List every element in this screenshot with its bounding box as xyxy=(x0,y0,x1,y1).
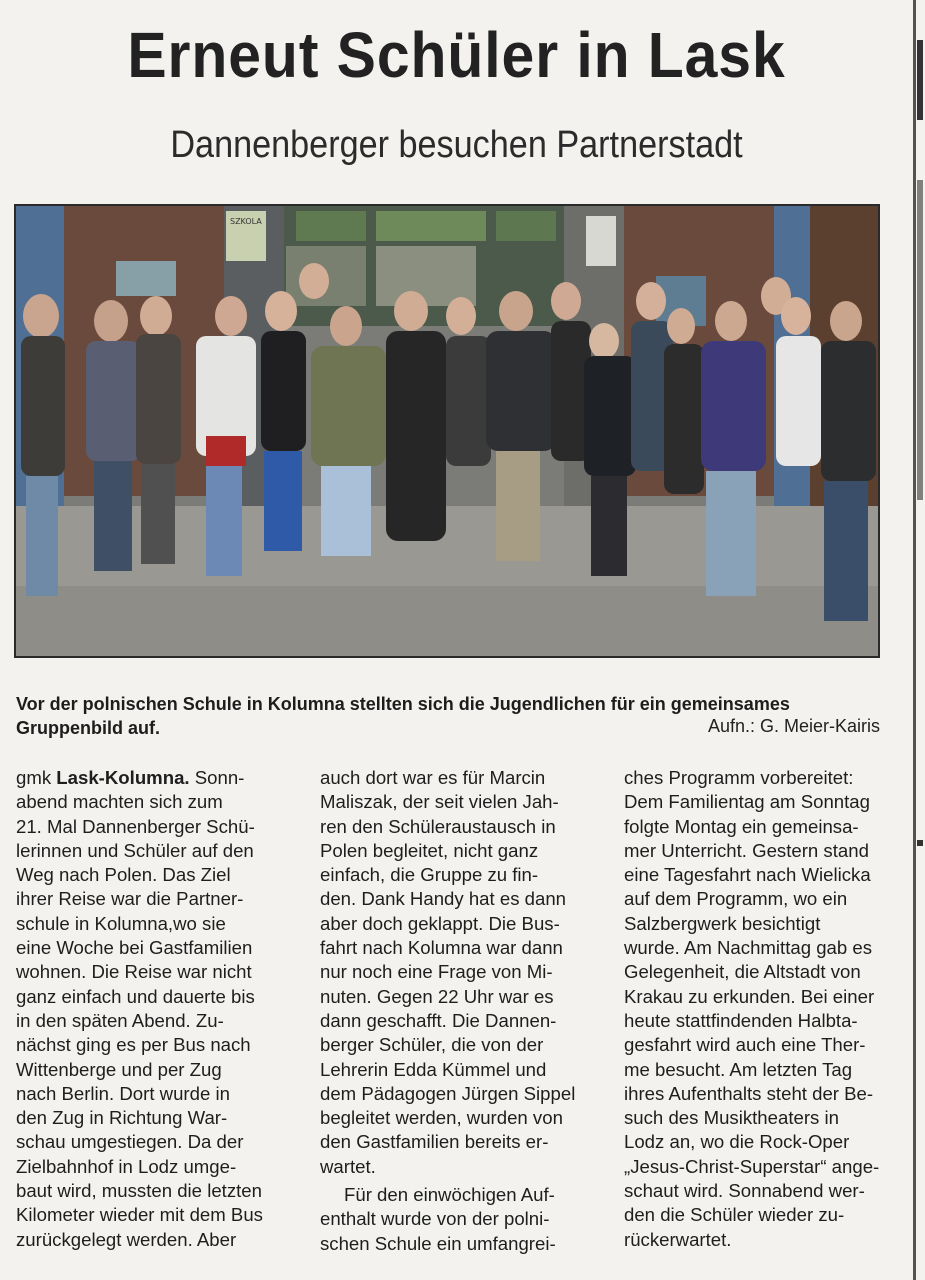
group-photo xyxy=(14,204,880,658)
group-photo-image xyxy=(16,206,878,656)
article-column-3 xyxy=(624,766,916,1252)
subheadline: Dannenberger besuchen Partnerstadt xyxy=(170,124,743,166)
edge-marking xyxy=(917,180,923,500)
photo-caption: Vor der polnischen Schule in Kolumna stellten sich die Jugendlichen für ein gemeinsames Gruppenbild auf. xyxy=(16,694,790,738)
photo-credit: Aufn.: G. Meier-Kairis xyxy=(707,716,880,736)
dateline: Lask-Kolumna. xyxy=(56,767,190,788)
article-column-2 xyxy=(320,766,612,1256)
column-2-text: auch dort war es für Marcin Maliszak, der seit vielen Jah- ren den Schüleraustausch in Polen begleitet, nicht ganz einfach, die Gruppe zu fin- den. Dank Handy hat es dann aber doch geklappt. Die Bus- fahrt nach Kolumna war dann nur noch eine Frage von Mi- nuten. Gegen 22 Uhr war es dann geschafft. Die Dannen- berger Schüler, die von der Lehrerin Edda Kümmel und dem Pädagogen Jürgen Sippel begleitet werden, wurden von den Gastfamilien bereits er- wartet. xyxy=(320,767,576,1177)
column-1-text: Sonn- abend machten sich zum 21. Mal Dannenberger Schü- lerinnen und Schüler auf den Weg nach Polen. Das Ziel ihrer Reise war die Partner- schule in Kolumna,wo sie eine Woche bei Gastfamilien wohnen. Die Reise war nicht ganz einfach und dauerte bis in den späten Abend. Zu- nächst ging es per Bus nach Wittenberge und per Zug nach Berlin. Dort wurde in den Zug in Richtung War- schau umgestiegen. Da der Zielbahnhof in Lodz umge- baut wird, mussten die letzten Kilometer wieder mit dem Bus zurückgelegt werden. Aber xyxy=(16,767,263,1250)
column-3-text: ches Programm vorbereitet: Dem Familientag am Sonntag folgte Montag ein gemeinsa- mer Unterricht. Gestern stand eine Tagesfahrt nach Wielicka auf dem Programm, wo ein Salzbergwerk besichtigt wurde. Am Nachmittag gab es Gelegenheit, die Altstadt von Krakau zu erkunden. Bei einer heute stattfindenden Halbta- gesfahrt wird auch eine Ther- me besucht. Am letzten Tag ihres Aufenthalts steht der Be- such des Musiktheaters in Lodz an, wo die Rock-Oper „Jesus-Christ-Superstar“ ange- schaut wird. Sonnabend wer- den die Schüler wieder zu- rückerwartet. xyxy=(624,767,880,1250)
edge-marking xyxy=(917,40,923,120)
headline: Erneut Schüler in Lask xyxy=(127,19,786,91)
column-2-paragraph-2: Für den einwöchigen Auf- enthalt wurde von der polni- schen Schule ein umfangrei- xyxy=(320,1184,556,1254)
edge-marking xyxy=(917,840,923,846)
photo-sign-text: SZKOLA xyxy=(230,217,262,226)
article-column-1 xyxy=(16,766,308,1252)
author-initials: gmk xyxy=(16,767,57,788)
